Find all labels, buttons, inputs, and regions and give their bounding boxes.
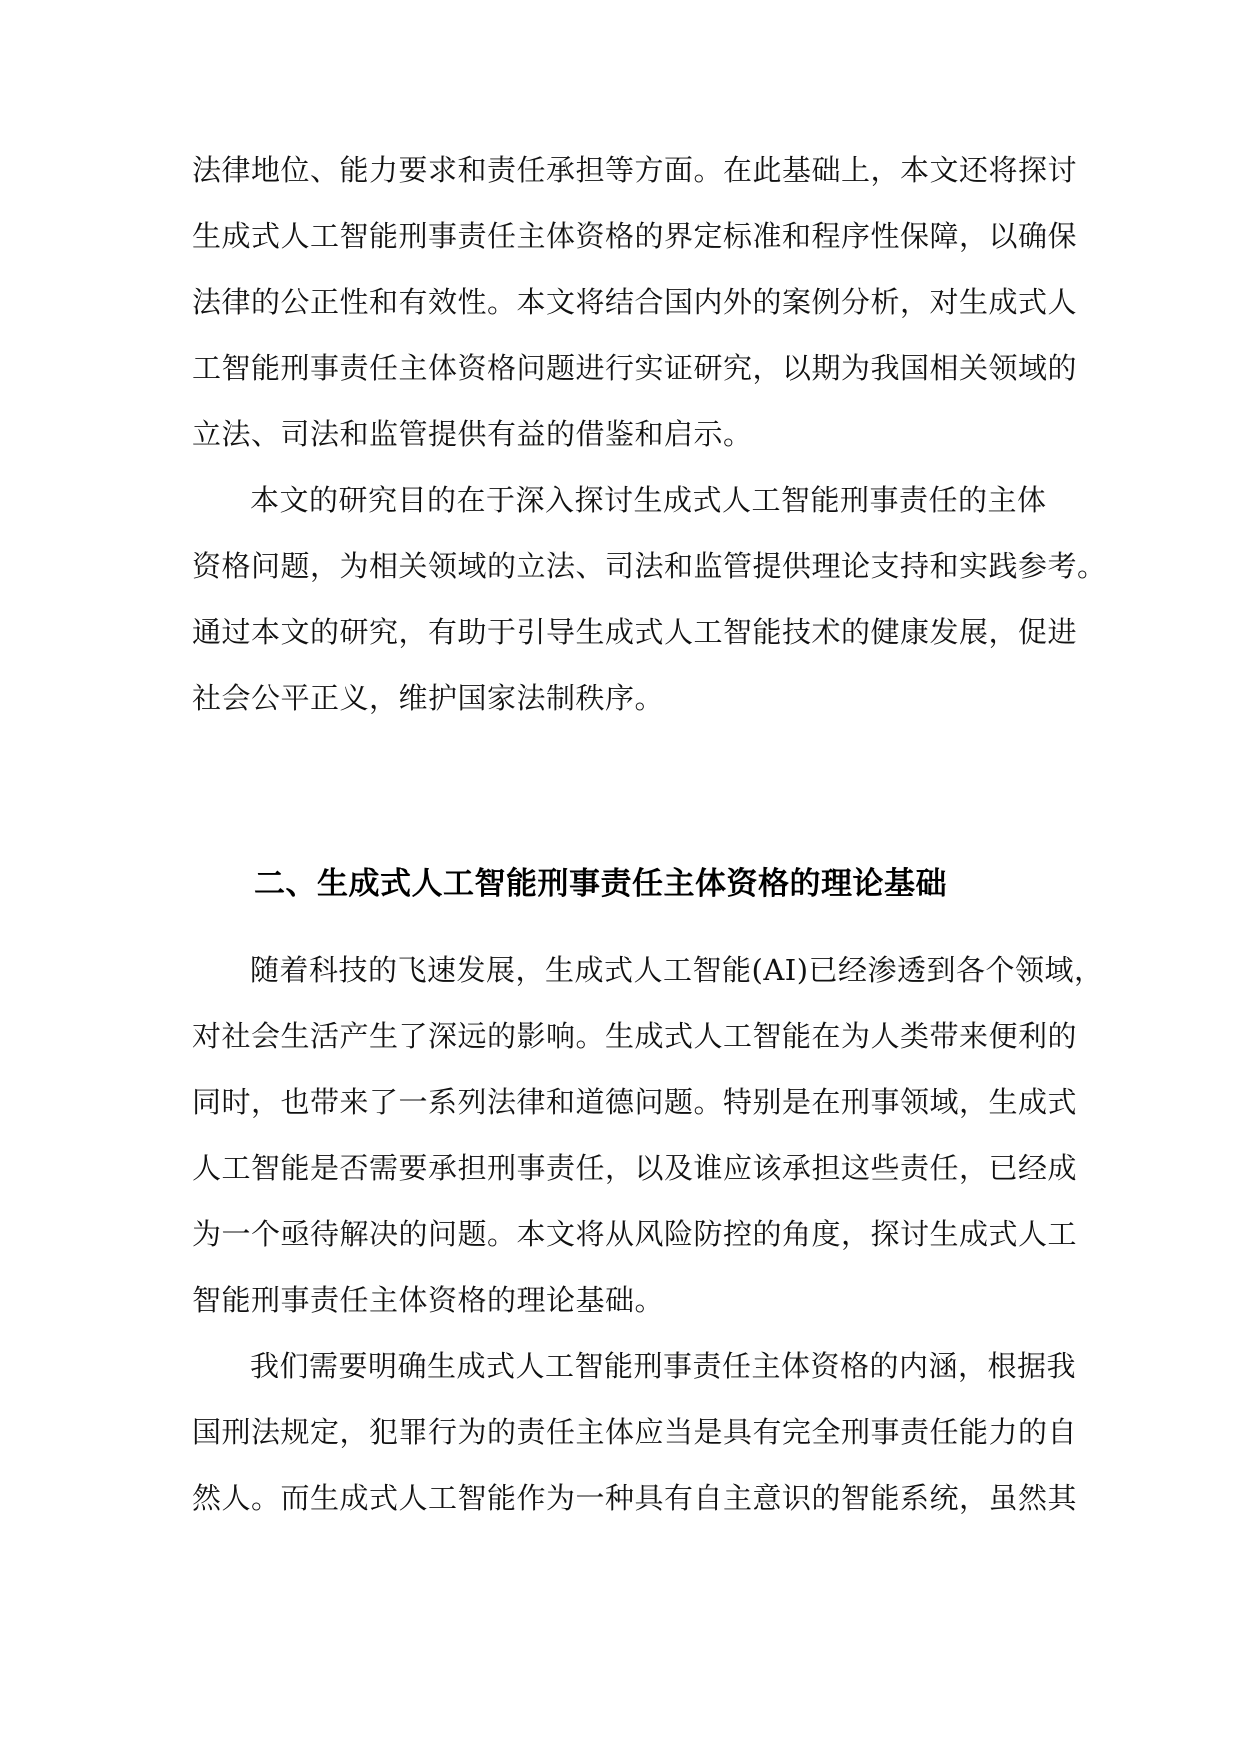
- body-text-top: [192, 137, 1107, 731]
- body-text-bottom: [192, 937, 1104, 1531]
- paragraph-line: 通过本文的研究，有助于引导生成式人工智能技术的健康发展，促进: [192, 615, 1078, 649]
- paragraph-line: 立法、司法和监管提供有益的借鉴和启示。: [192, 417, 753, 451]
- paragraph-line: 工智能刑事责任主体资格问题进行实证研究，以期为我国相关领域的: [192, 351, 1078, 385]
- paragraph-line: 我们需要明确生成式人工智能刑事责任主体资格的内涵，根据我: [250, 1349, 1077, 1383]
- paragraph-line: 生成式人工智能刑事责任主体资格的界定标准和程序性保障，以确保: [192, 219, 1078, 253]
- paragraph-line: 国刑法规定，犯罪行为的责任主体应当是具有完全刑事责任能力的自: [192, 1415, 1078, 1449]
- paragraph-line: 智能刑事责任主体资格的理论基础。: [192, 1283, 665, 1317]
- section-heading: 二、生成式人工智能刑事责任主体资格的理论基础: [254, 866, 947, 902]
- paragraph-line: 资格问题，为相关领域的立法、司法和监管提供理论支持和实践参考。: [192, 549, 1107, 583]
- paragraph-line: 为一个亟待解决的问题。本文将从风险防控的角度，探讨生成式人工: [192, 1217, 1078, 1251]
- paragraph-line: 法律的公正性和有效性。本文将结合国内外的案例分析，对生成式人: [192, 285, 1078, 319]
- paragraph-line: 然人。而生成式人工智能作为一种具有自主意识的智能系统，虽然其: [192, 1481, 1078, 1515]
- paragraph-line: 同时，也带来了一系列法律和道德问题。特别是在刑事领域，生成式: [192, 1085, 1078, 1119]
- paragraph-line: 本文的研究目的在于深入探讨生成式人工智能刑事责任的主体: [250, 483, 1047, 517]
- paragraph-line: 随着科技的飞速发展，生成式人工智能(AI)已经渗透到各个领域，: [250, 953, 1104, 987]
- paragraph-line: 社会公平正义，维护国家法制秩序。: [192, 681, 665, 715]
- paragraph-line: 法律地位、能力要求和责任承担等方面。在此基础上，本文还将探讨: [192, 153, 1078, 187]
- paragraph-line: 对社会生活产生了深远的影响。生成式人工智能在为人类带来便利的: [192, 1019, 1078, 1053]
- paragraph-line: 人工智能是否需要承担刑事责任，以及谁应该承担这些责任，已经成: [192, 1151, 1078, 1185]
